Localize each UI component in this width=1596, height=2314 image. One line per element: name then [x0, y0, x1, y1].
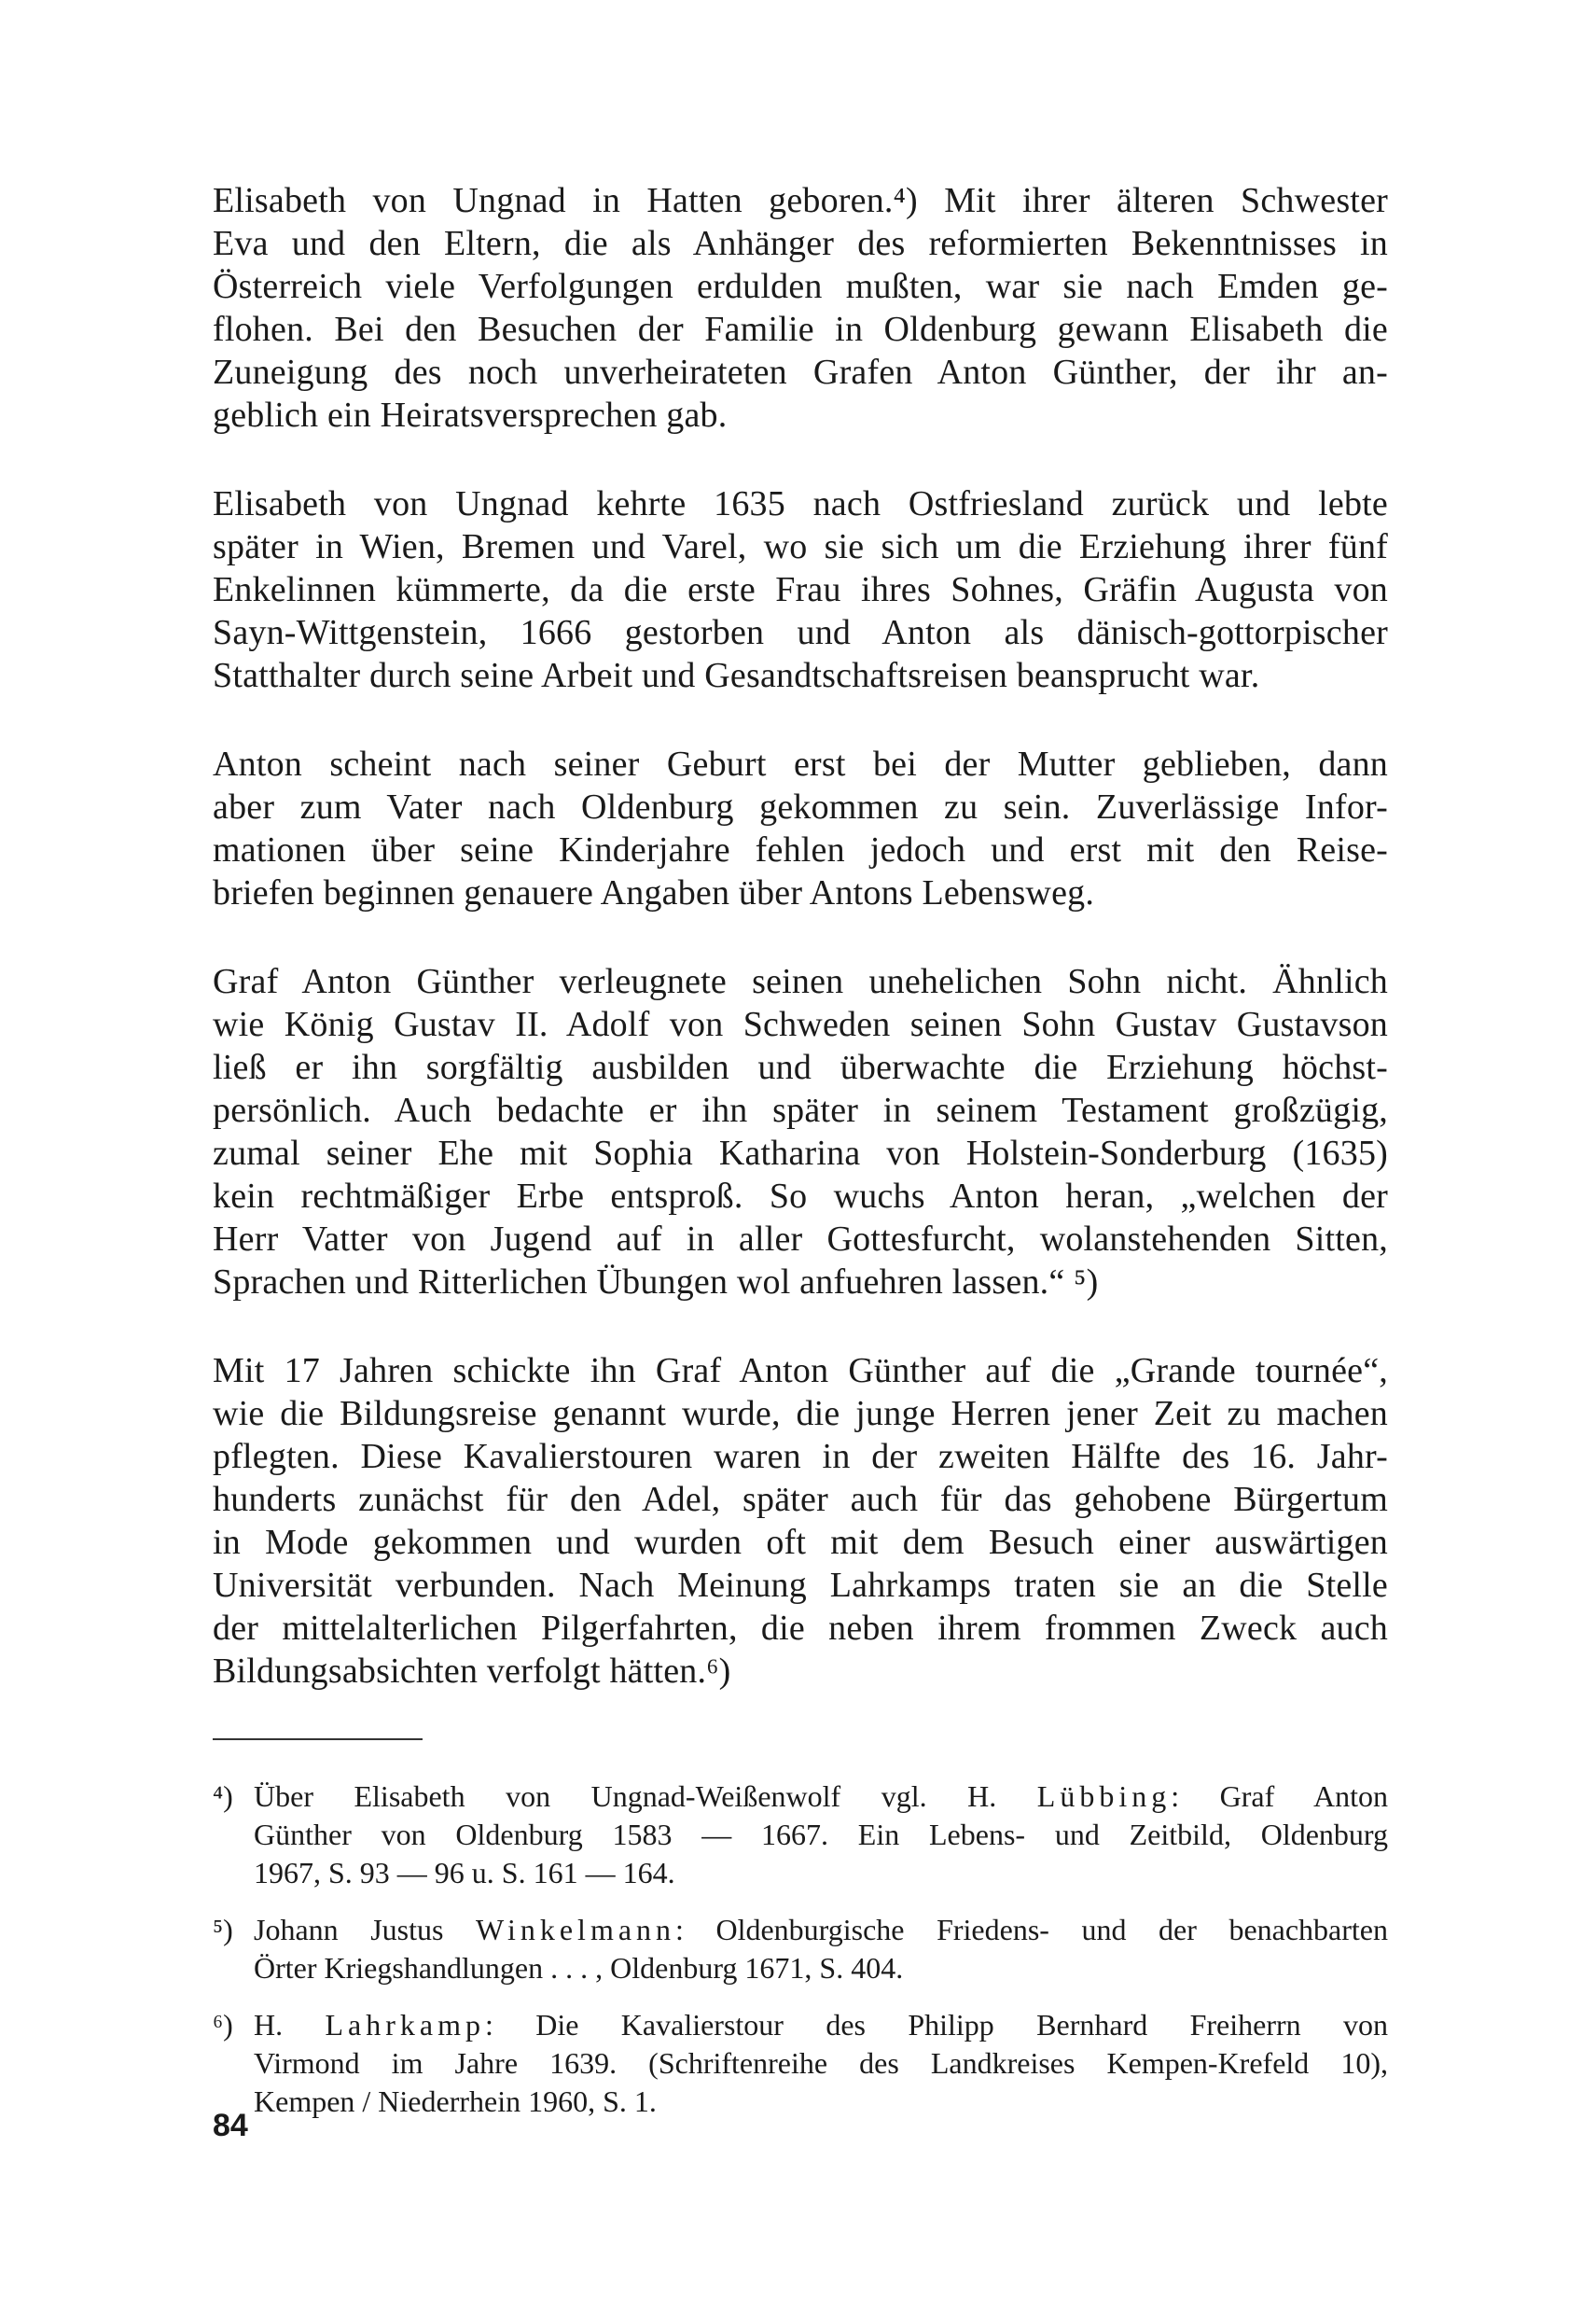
footnote-text: : Oldenburgische Friedens- und der benachbarten [675, 1913, 1389, 1946]
footnote-text: Günther von Oldenburg 1583 — 1667. Ein Lebens- und Zeitbild, Oldenburg [254, 1818, 1388, 1851]
text-line: aber zum Vater nach Oldenburg gekommen zu sein. Zuverlässige Infor- [213, 788, 1388, 827]
paragraph [213, 743, 1388, 914]
footnote-text: Johann Justus [254, 1913, 477, 1946]
text-line: Bildungsabsichten verfolgt hätten.⁶) [213, 1652, 731, 1691]
text-line: hunderts zunächst für den Adel, später auch für das gehobene Bürgertum [213, 1480, 1388, 1519]
text-line: Österreich viele Verfolgungen erdulden mußten, war sie nach Emden ge- [213, 267, 1388, 306]
text-line: Anton scheint nach seiner Geburt erst bei der Mutter geblieben, dann [213, 745, 1388, 784]
text-line: Graf Anton Günther verleugnete seinen unehelichen Sohn nicht. Ähnlich [213, 962, 1388, 1001]
footnote-text: Über Elisabeth von Ungnad-Weißenwolf vgl. H. [254, 1779, 1037, 1813]
text-line: Sprachen und Ritterlichen Übungen wol anfuehren lassen.“ ⁵) [213, 1262, 1099, 1302]
text-line: ließ er ihn sorgfältig ausbilden und überwachte die Erziehung höchst- [213, 1048, 1388, 1087]
footnote-text: H. [254, 2008, 326, 2042]
footnotes [213, 1777, 1388, 2121]
page-number: 84 [213, 2108, 248, 2143]
body-text [213, 179, 1388, 1693]
text-line: später in Wien, Bremen und Varel, wo sie sich um die Erziehung ihrer fünf [213, 527, 1388, 566]
text-line: in Mode gekommen und wurden oft mit dem Besuch einer auswärtigen [213, 1523, 1388, 1562]
text-line: kein rechtmäßiger Erbe entsproß. So wuchs Anton heran, „welchen der [213, 1177, 1388, 1216]
text-line: Eva und den Eltern, die als Anhänger des reformierten Bekenntnisses in [213, 224, 1388, 263]
footnote-text: : Graf Anton [1171, 1779, 1389, 1813]
page-content [213, 179, 1388, 2140]
footnote-text: Virmond im Jahre 1639. (Schriftenreihe des Landkreises Kempen-Krefeld 10), [254, 2046, 1388, 2080]
footnote-line [254, 1949, 1388, 1987]
footnote [213, 2006, 1388, 2121]
footnote-line [254, 2044, 1388, 2083]
author-name: Winkelmann [476, 1913, 676, 1946]
paragraph [213, 482, 1388, 697]
text-line: persönlich. Auch bedachte er ihn später in seinem Testament großzügig, [213, 1091, 1388, 1130]
footnote-text: : Die Kavalierstour des Philipp Bernhard Freiherrn von [484, 2008, 1389, 2042]
text-line: Elisabeth von Ungnad in Hatten geboren.⁴) Mit ihrer älteren Schwester [213, 181, 1388, 220]
text-line: Sayn-Wittgenstein, 1666 gestorben und Anton als dänisch-gottorpischer [213, 613, 1388, 652]
paragraph [213, 960, 1388, 1303]
text-line: mationen über seine Kinderjahre fehlen jedoch und erst mit den Reise- [213, 830, 1388, 870]
text-line: der mittelalterlichen Pilgerfahrten, die neben ihrem frommen Zweck auch [213, 1609, 1388, 1648]
author-name: Lübbing [1036, 1779, 1172, 1813]
footnote-line [254, 2006, 1388, 2044]
footnote-line [254, 2083, 1388, 2121]
footnote [213, 1777, 1388, 1892]
paragraph [213, 1349, 1388, 1693]
footnote-text: Kempen / Niederrhein 1960, S. 1. [254, 2084, 657, 2118]
text-line: Elisabeth von Ungnad kehrte 1635 nach Ostfriesland zurück und lebte [213, 484, 1388, 523]
text-line: Enkelinnen kümmerte, da die erste Frau ihres Sohnes, Gräfin Augusta von [213, 570, 1388, 609]
text-line: wie die Bildungsreise genannt wurde, die junge Herren jener Zeit zu machen [213, 1394, 1388, 1433]
footnote-mark: ⁴) [213, 1779, 233, 1813]
author-name: Lahrkamp [325, 2008, 485, 2042]
text-line: Herr Vatter von Jugend auf in aller Gottesfurcht, wolanstehenden Sitten, [213, 1220, 1388, 1259]
text-line: geblich ein Heiratsversprechen gab. [213, 396, 728, 435]
footnote-mark: ⁶) [213, 2008, 233, 2042]
footnote-line [254, 1854, 1388, 1892]
footnote-text: 1967, S. 93 — 96 u. S. 161 — 164. [254, 1856, 675, 1889]
footnote [213, 1911, 1388, 1987]
footnote-line [254, 1911, 1388, 1949]
footnote-mark: ⁵) [213, 1913, 233, 1946]
footnote-divider [213, 1738, 423, 1740]
text-line: flohen. Bei den Besuchen der Familie in Oldenburg gewann Elisabeth die [213, 310, 1388, 349]
text-line: Statthalter durch seine Arbeit und Gesandtschaftsreisen beansprucht war. [213, 656, 1260, 695]
footnote-text: Örter Kriegshandlungen . . . , Oldenburg 1671, S. 404. [254, 1951, 904, 1985]
text-line: Zuneigung des noch unverheirateten Grafen Anton Günther, der ihr an- [213, 353, 1388, 392]
footnote-line [254, 1777, 1388, 1816]
text-line: pflegten. Diese Kavalierstouren waren in der zweiten Hälfte des 16. Jahr- [213, 1437, 1388, 1476]
text-line: wie König Gustav II. Adolf von Schweden seinen Sohn Gustav Gustavson [213, 1005, 1388, 1044]
text-line: briefen beginnen genauere Angaben über Antons Lebensweg. [213, 873, 1095, 913]
text-line: zumal seiner Ehe mit Sophia Katharina von Holstein-Sonderburg (1635) [213, 1134, 1388, 1173]
footnote-line [254, 1816, 1388, 1854]
text-line: Mit 17 Jahren schickte ihn Graf Anton Günther auf die „Grande tournée“, [213, 1351, 1388, 1390]
paragraph [213, 179, 1388, 437]
text-line: Universität verbunden. Nach Meinung Lahrkamps traten sie an die Stelle [213, 1566, 1388, 1605]
